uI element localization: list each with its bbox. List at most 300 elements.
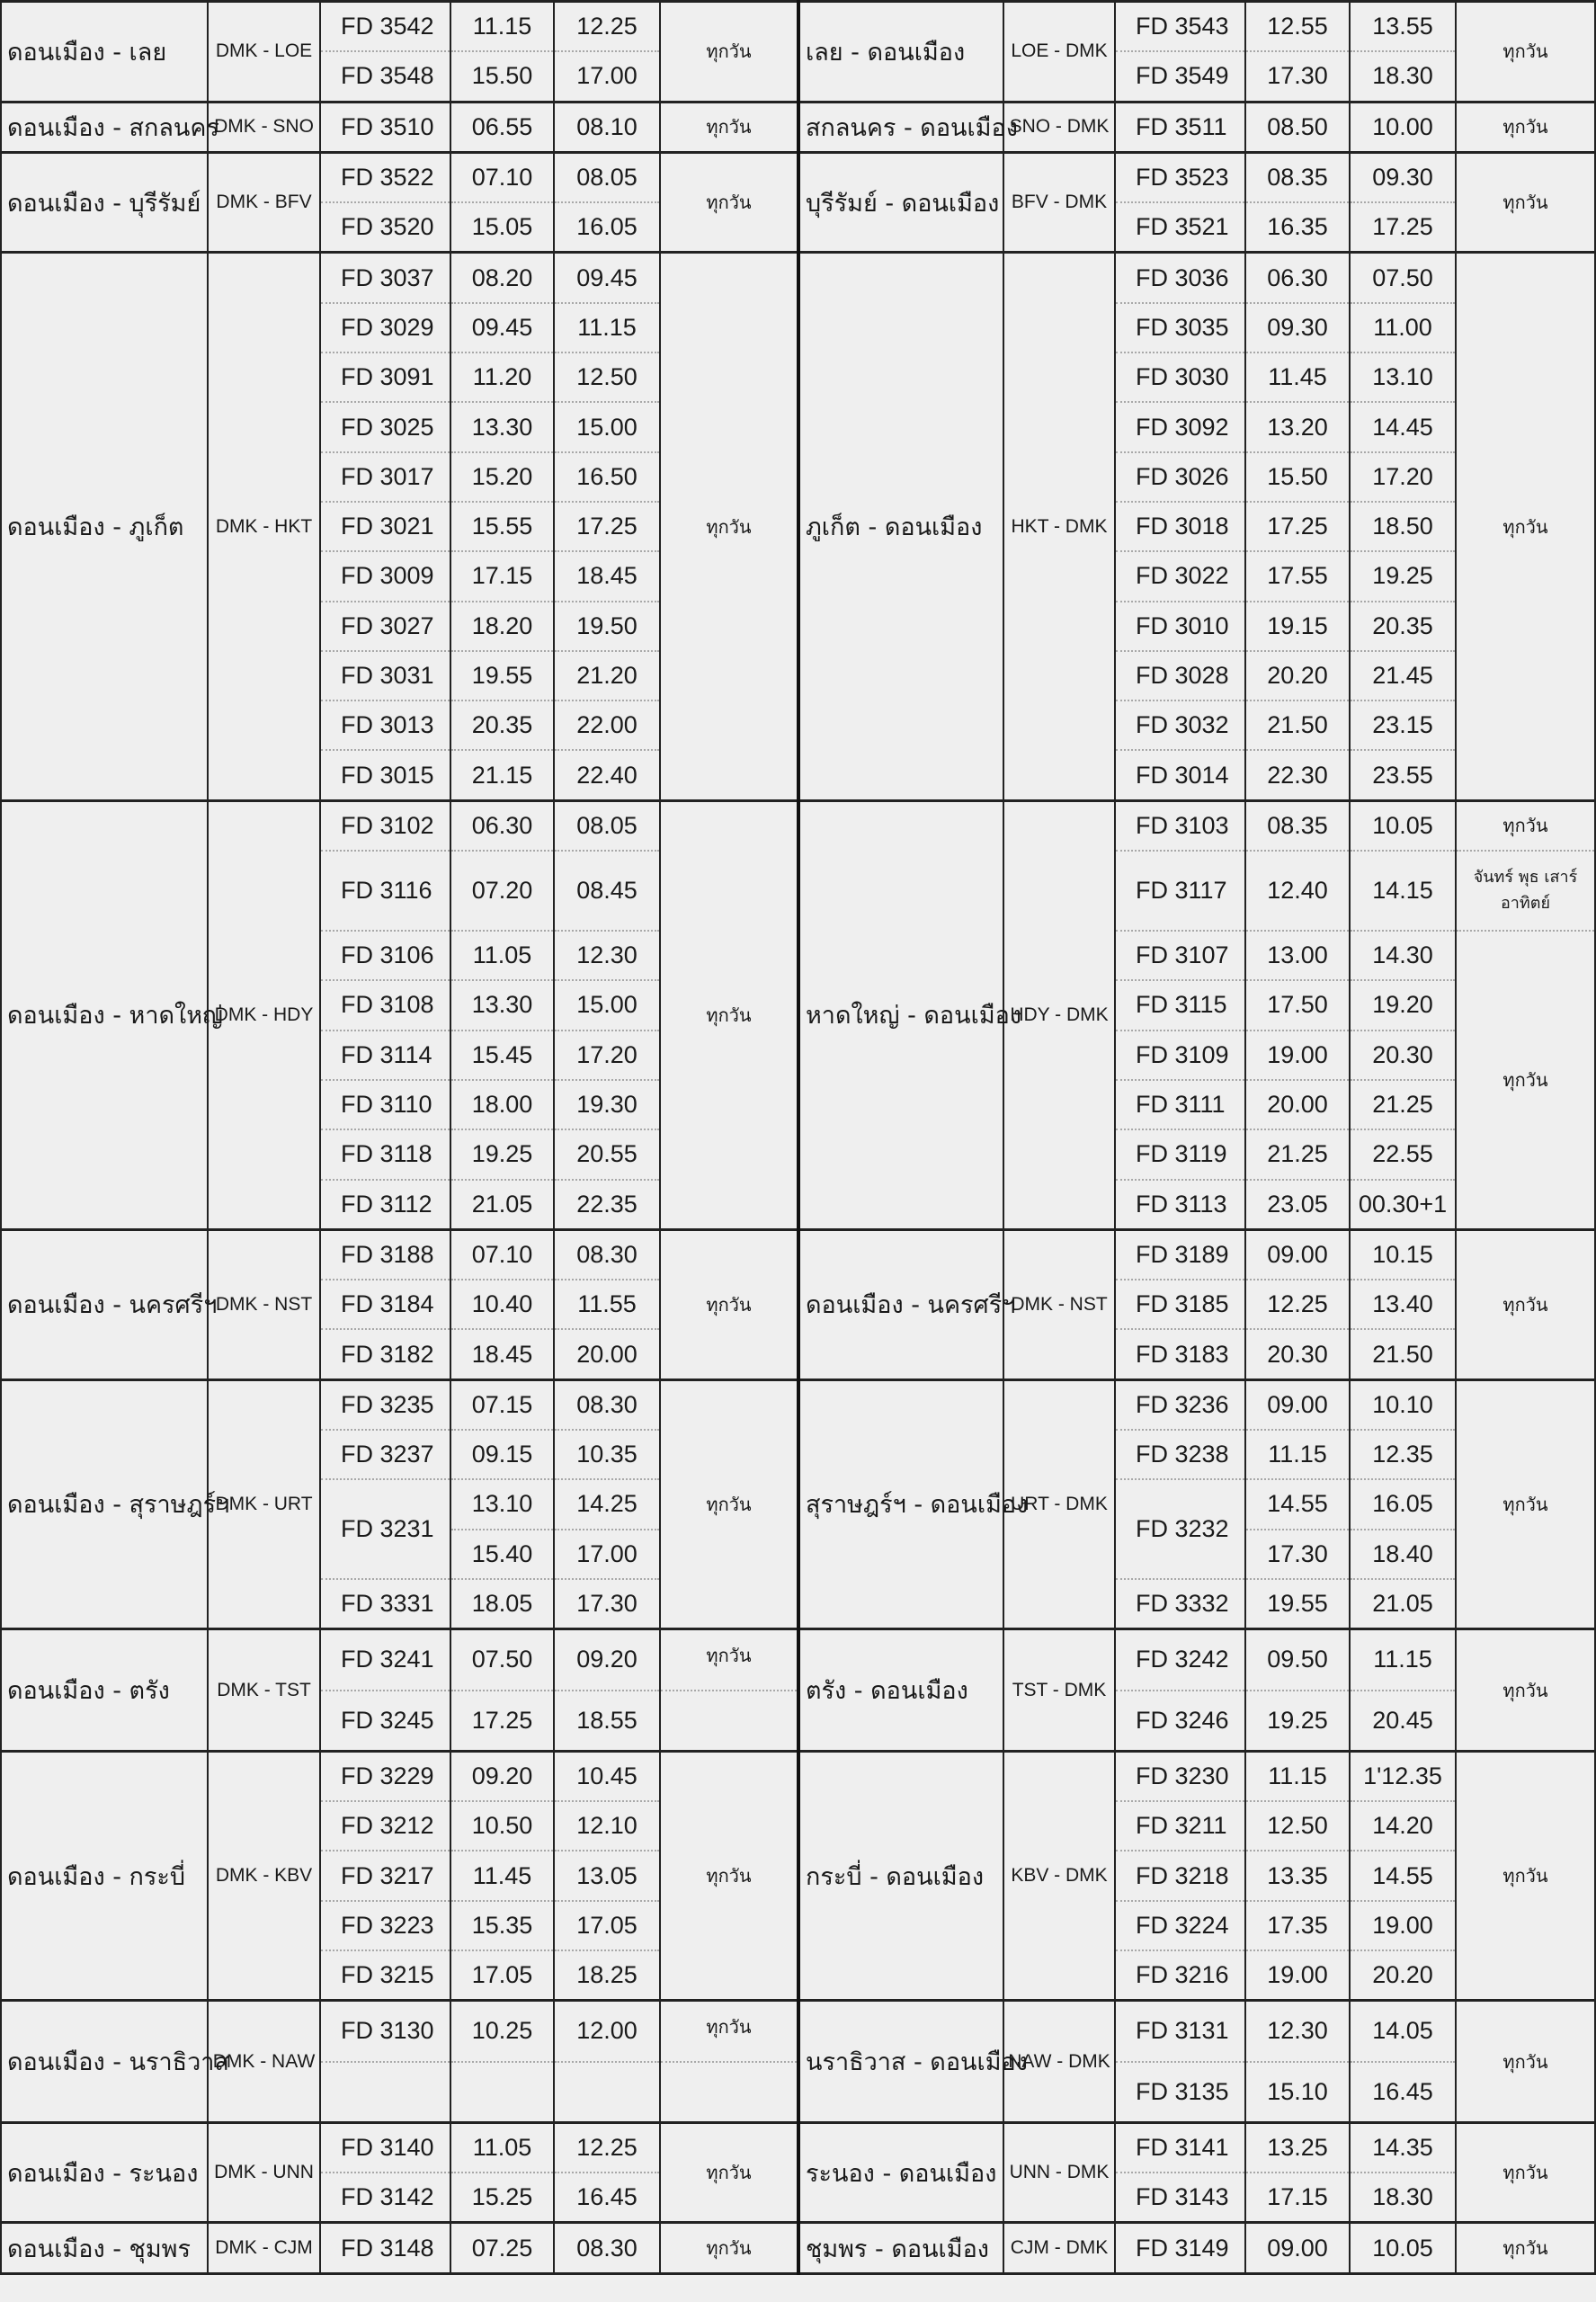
- outbound-flight-number: FD 3331: [320, 1579, 450, 1629]
- inbound-departure-time: 13.20: [1245, 402, 1350, 451]
- outbound-flight-number: FD 3031: [320, 651, 450, 700]
- outbound-route-code: DMK - BFV: [208, 152, 320, 253]
- inbound-departure-time: 17.50: [1245, 980, 1350, 1030]
- inbound-days: ทุกวัน: [1456, 253, 1595, 800]
- outbound-route: ดอนเมือง - บุรีรัมย์: [1, 152, 208, 253]
- outbound-arrival-time: 17.25: [554, 502, 660, 551]
- inbound-departure-time: 08.35: [1245, 800, 1350, 851]
- inbound-arrival-time: 13.10: [1350, 352, 1456, 402]
- outbound-departure-time: 19.25: [450, 1129, 554, 1179]
- inbound-route: ระนอง - ดอนเมือง: [798, 2122, 1003, 2223]
- inbound-route-code: NAW - DMK: [1003, 2001, 1115, 2123]
- outbound-arrival-time: 12.25: [554, 2122, 660, 2173]
- inbound-route-code: DMK - NST: [1003, 1229, 1115, 1379]
- inbound-departure-time: 23.05: [1245, 1180, 1350, 1230]
- outbound-arrival-time: 10.35: [554, 1430, 660, 1479]
- outbound-arrival-time: 21.20: [554, 651, 660, 700]
- outbound-days: [660, 2062, 798, 2123]
- outbound-flight-number: FD 3241: [320, 1629, 450, 1691]
- outbound-departure-time: 11.05: [450, 2122, 554, 2173]
- outbound-flight-number: FD 3116: [320, 851, 450, 931]
- inbound-route-code: CJM - DMK: [1003, 2223, 1115, 2273]
- outbound-arrival-time: 12.50: [554, 352, 660, 402]
- inbound-flight-number: FD 3119: [1115, 1129, 1245, 1179]
- inbound-flight-number: FD 3109: [1115, 1031, 1245, 1080]
- inbound-arrival-time: 19.20: [1350, 980, 1456, 1030]
- schedule-row: [1, 152, 1595, 202]
- inbound-arrival-time: 13.55: [1350, 2, 1456, 52]
- inbound-arrival-time: 14.30: [1350, 931, 1456, 980]
- outbound-days: ทุกวัน: [660, 1629, 798, 1691]
- inbound-departure-time: 09.00: [1245, 1379, 1350, 1430]
- inbound-arrival-time: 10.10: [1350, 1379, 1456, 1430]
- schedule-row: [1, 1751, 1595, 1801]
- outbound-days: ทุกวัน: [660, 2122, 798, 2223]
- inbound-route: ชุมพร - ดอนเมือง: [798, 2223, 1003, 2273]
- outbound-flight-number: FD 3188: [320, 1229, 450, 1280]
- outbound-route-code: DMK - SNO: [208, 102, 320, 152]
- outbound-flight-number: FD 3237: [320, 1430, 450, 1479]
- inbound-flight-number: FD 3113: [1115, 1180, 1245, 1230]
- outbound-flight-number: FD 3542: [320, 2, 450, 52]
- inbound-days: ทุกวัน: [1456, 1229, 1595, 1379]
- inbound-days: ทุกวัน: [1456, 2, 1595, 103]
- outbound-departure-time: 15.55: [450, 502, 554, 551]
- outbound-flight-number: FD 3182: [320, 1329, 450, 1379]
- inbound-flight-number: FD 3185: [1115, 1280, 1245, 1329]
- outbound-flight-number: FD 3025: [320, 402, 450, 451]
- schedule-row: [1, 1379, 1595, 1430]
- inbound-flight-number: FD 3523: [1115, 152, 1245, 202]
- inbound-arrival-time: 19.00: [1350, 1901, 1456, 1950]
- schedule-row: [1, 2122, 1595, 2173]
- outbound-arrival-time: 16.05: [554, 202, 660, 253]
- outbound-departure-time: 18.05: [450, 1579, 554, 1629]
- outbound-departure-time: 21.05: [450, 1180, 554, 1230]
- outbound-route: ดอนเมือง - สกลนคร: [1, 102, 208, 152]
- outbound-flight-number: FD 3013: [320, 700, 450, 750]
- outbound-flight-number: FD 3015: [320, 750, 450, 800]
- inbound-arrival-time: 11.15: [1350, 1629, 1456, 1691]
- outbound-arrival-time: 19.50: [554, 602, 660, 651]
- outbound-departure-time: 07.15: [450, 1379, 554, 1430]
- outbound-route-code: DMK - CJM: [208, 2223, 320, 2273]
- inbound-flight-number: FD 3010: [1115, 602, 1245, 651]
- inbound-arrival-time: 11.00: [1350, 303, 1456, 352]
- inbound-arrival-time: 14.45: [1350, 402, 1456, 451]
- outbound-days: ทุกวัน: [660, 2, 798, 103]
- inbound-flight-number: FD 3332: [1115, 1579, 1245, 1629]
- outbound-flight-number: FD 3110: [320, 1080, 450, 1129]
- outbound-days: ทุกวัน: [660, 102, 798, 152]
- inbound-departure-time: 15.10: [1245, 2062, 1350, 2123]
- inbound-departure-time: 19.00: [1245, 1950, 1350, 2001]
- outbound-flight-number: FD 3245: [320, 1691, 450, 1752]
- outbound-arrival-time: 08.30: [554, 2223, 660, 2273]
- inbound-days: ทุกวัน: [1456, 1751, 1595, 2000]
- inbound-route-code: HDY - DMK: [1003, 800, 1115, 1229]
- outbound-departure-time: [450, 2062, 554, 2123]
- inbound-arrival-time: 14.15: [1350, 851, 1456, 931]
- outbound-departure-time: 08.20: [450, 253, 554, 303]
- inbound-flight-number: FD 3107: [1115, 931, 1245, 980]
- outbound-arrival-time: 11.15: [554, 303, 660, 352]
- outbound-departure-time: 07.10: [450, 1229, 554, 1280]
- outbound-arrival-time: 17.30: [554, 1579, 660, 1629]
- outbound-departure-time: 10.40: [450, 1280, 554, 1329]
- inbound-route: ตรัง - ดอนเมือง: [798, 1629, 1003, 1752]
- inbound-flight-number: FD 3216: [1115, 1950, 1245, 2001]
- outbound-days: ทุกวัน: [660, 1751, 798, 2000]
- outbound-departure-time: 13.30: [450, 980, 554, 1030]
- outbound-departure-time: 06.30: [450, 800, 554, 851]
- inbound-arrival-time: 18.40: [1350, 1530, 1456, 1579]
- inbound-arrival-time: 16.45: [1350, 2062, 1456, 2123]
- outbound-arrival-time: 22.00: [554, 700, 660, 750]
- outbound-route-code: DMK - KBV: [208, 1751, 320, 2000]
- outbound-departure-time: 09.15: [450, 1430, 554, 1479]
- outbound-arrival-time: 16.50: [554, 452, 660, 502]
- inbound-flight-number: FD 3103: [1115, 800, 1245, 851]
- inbound-arrival-time: 20.45: [1350, 1691, 1456, 1752]
- inbound-flight-number: FD 3028: [1115, 651, 1245, 700]
- inbound-departure-time: 17.30: [1245, 1530, 1350, 1579]
- inbound-departure-time: 17.55: [1245, 551, 1350, 601]
- outbound-route: ดอนเมือง - สุราษฎร์ฯ: [1, 1379, 208, 1628]
- inbound-flight-number: FD 3183: [1115, 1329, 1245, 1379]
- inbound-arrival-time: 07.50: [1350, 253, 1456, 303]
- outbound-route: ดอนเมือง - ระนอง: [1, 2122, 208, 2223]
- inbound-route-code: HKT - DMK: [1003, 253, 1115, 800]
- outbound-arrival-time: 11.55: [554, 1280, 660, 1329]
- outbound-departure-time: 15.50: [450, 51, 554, 102]
- outbound-arrival-time: 13.05: [554, 1851, 660, 1900]
- inbound-departure-time: 11.45: [1245, 352, 1350, 402]
- inbound-departure-time: 09.00: [1245, 1229, 1350, 1280]
- outbound-arrival-time: 12.10: [554, 1801, 660, 1851]
- inbound-flight-number: FD 3242: [1115, 1629, 1245, 1691]
- inbound-flight-number: FD 3230: [1115, 1751, 1245, 1801]
- outbound-flight-number: FD 3108: [320, 980, 450, 1030]
- inbound-arrival-time: 18.30: [1350, 2173, 1456, 2223]
- inbound-flight-number: FD 3238: [1115, 1430, 1245, 1479]
- outbound-flight-number: FD 3037: [320, 253, 450, 303]
- outbound-days: [660, 1691, 798, 1752]
- inbound-flight-number: FD 3035: [1115, 303, 1245, 352]
- inbound-arrival-time: 17.25: [1350, 202, 1456, 253]
- outbound-route-code: DMK - URT: [208, 1379, 320, 1628]
- outbound-departure-time: 06.55: [450, 102, 554, 152]
- outbound-flight-number: FD 3118: [320, 1129, 450, 1179]
- outbound-flight-number: FD 3102: [320, 800, 450, 851]
- outbound-route-code: DMK - TST: [208, 1629, 320, 1752]
- outbound-days: ทุกวัน: [660, 1379, 798, 1628]
- inbound-arrival-time: 19.25: [1350, 551, 1456, 601]
- outbound-departure-time: 13.10: [450, 1479, 554, 1529]
- outbound-departure-time: 07.25: [450, 2223, 554, 2273]
- outbound-departure-time: 15.20: [450, 452, 554, 502]
- outbound-departure-time: 18.20: [450, 602, 554, 651]
- outbound-route: ดอนเมือง - กระบี่: [1, 1751, 208, 2000]
- inbound-route: สกลนคร - ดอนเมือง: [798, 102, 1003, 152]
- outbound-arrival-time: 15.00: [554, 402, 660, 451]
- inbound-flight-number: FD 3115: [1115, 980, 1245, 1030]
- outbound-departure-time: 09.45: [450, 303, 554, 352]
- inbound-departure-time: 21.50: [1245, 700, 1350, 750]
- outbound-arrival-time: [554, 2062, 660, 2123]
- outbound-flight-number: FD 3142: [320, 2173, 450, 2223]
- outbound-arrival-time: 22.40: [554, 750, 660, 800]
- inbound-flight-number: FD 3135: [1115, 2062, 1245, 2123]
- outbound-route: ดอนเมือง - นราธิวาส: [1, 2001, 208, 2123]
- outbound-flight-number: FD 3106: [320, 931, 450, 980]
- outbound-route: ดอนเมือง - ภูเก็ต: [1, 253, 208, 800]
- inbound-arrival-time: 23.55: [1350, 750, 1456, 800]
- inbound-flight-number: FD 3543: [1115, 2, 1245, 52]
- inbound-days: จันทร์ พุธ เสาร์ อาทิตย์: [1456, 851, 1595, 931]
- inbound-arrival-time: 20.35: [1350, 602, 1456, 651]
- outbound-arrival-time: 18.25: [554, 1950, 660, 2001]
- outbound-arrival-time: 10.45: [554, 1751, 660, 1801]
- inbound-route-code: LOE - DMK: [1003, 2, 1115, 103]
- outbound-route-code: DMK - LOE: [208, 2, 320, 103]
- inbound-arrival-time: 21.25: [1350, 1080, 1456, 1129]
- outbound-flight-number: FD 3215: [320, 1950, 450, 2001]
- inbound-flight-number: FD 3117: [1115, 851, 1245, 931]
- outbound-departure-time: 07.20: [450, 851, 554, 931]
- outbound-arrival-time: 08.30: [554, 1379, 660, 1430]
- inbound-arrival-time: 10.15: [1350, 1229, 1456, 1280]
- schedule-row: [1, 2001, 1595, 2062]
- outbound-departure-time: 21.15: [450, 750, 554, 800]
- inbound-departure-time: 17.30: [1245, 51, 1350, 102]
- outbound-flight-number: FD 3231: [320, 1479, 450, 1579]
- schedule-row: [1, 800, 1595, 851]
- inbound-departure-time: 12.50: [1245, 1801, 1350, 1851]
- inbound-arrival-time: 13.40: [1350, 1280, 1456, 1329]
- inbound-flight-number: FD 3036: [1115, 253, 1245, 303]
- inbound-route: เลย - ดอนเมือง: [798, 2, 1003, 103]
- inbound-departure-time: 14.55: [1245, 1479, 1350, 1529]
- inbound-departure-time: 19.15: [1245, 602, 1350, 651]
- inbound-departure-time: 12.40: [1245, 851, 1350, 931]
- outbound-arrival-time: 15.00: [554, 980, 660, 1030]
- inbound-route-code: BFV - DMK: [1003, 152, 1115, 253]
- outbound-flight-number: FD 3520: [320, 202, 450, 253]
- outbound-flight-number: FD 3112: [320, 1180, 450, 1230]
- outbound-arrival-time: 20.55: [554, 1129, 660, 1179]
- outbound-flight-number: FD 3148: [320, 2223, 450, 2273]
- inbound-route: บุรีรัมย์ - ดอนเมือง: [798, 152, 1003, 253]
- inbound-departure-time: 11.15: [1245, 1751, 1350, 1801]
- outbound-flight-number: FD 3027: [320, 602, 450, 651]
- outbound-arrival-time: 19.30: [554, 1080, 660, 1129]
- inbound-route: นราธิวาส - ดอนเมือง: [798, 2001, 1003, 2123]
- outbound-arrival-time: 08.45: [554, 851, 660, 931]
- inbound-arrival-time: 10.05: [1350, 2223, 1456, 2273]
- inbound-route: ดอนเมือง - นครศรีฯ: [798, 1229, 1003, 1379]
- inbound-departure-time: 09.30: [1245, 303, 1350, 352]
- inbound-departure-time: 20.00: [1245, 1080, 1350, 1129]
- inbound-flight-number: FD 3131: [1115, 2001, 1245, 2062]
- schedule-row: [1, 2223, 1595, 2273]
- inbound-flight-number: FD 3014: [1115, 750, 1245, 800]
- outbound-flight-number: FD 3029: [320, 303, 450, 352]
- outbound-arrival-time: 08.30: [554, 1229, 660, 1280]
- schedule-row: [1, 1629, 1595, 1691]
- outbound-arrival-time: 22.35: [554, 1180, 660, 1230]
- outbound-flight-number: FD 3229: [320, 1751, 450, 1801]
- inbound-departure-time: 13.35: [1245, 1851, 1350, 1900]
- inbound-arrival-time: 23.15: [1350, 700, 1456, 750]
- outbound-departure-time: 10.25: [450, 2001, 554, 2062]
- inbound-route: สุราษฎร์ฯ - ดอนเมือง: [798, 1379, 1003, 1628]
- inbound-route-code: KBV - DMK: [1003, 1751, 1115, 2000]
- outbound-arrival-time: 08.10: [554, 102, 660, 152]
- inbound-flight-number: FD 3232: [1115, 1479, 1245, 1579]
- outbound-arrival-time: 17.00: [554, 51, 660, 102]
- outbound-flight-number: FD 3510: [320, 102, 450, 152]
- inbound-flight-number: FD 3018: [1115, 502, 1245, 551]
- inbound-flight-number: FD 3149: [1115, 2223, 1245, 2273]
- outbound-flight-number: FD 3009: [320, 551, 450, 601]
- outbound-departure-time: 19.55: [450, 651, 554, 700]
- outbound-arrival-time: 12.25: [554, 2, 660, 52]
- schedule-body: [1, 2, 1595, 2274]
- inbound-arrival-time: 20.20: [1350, 1950, 1456, 2001]
- inbound-route: ภูเก็ต - ดอนเมือง: [798, 253, 1003, 800]
- inbound-departure-time: 20.20: [1245, 651, 1350, 700]
- outbound-route-code: DMK - NAW: [208, 2001, 320, 2123]
- inbound-arrival-time: 09.30: [1350, 152, 1456, 202]
- outbound-arrival-time: 09.20: [554, 1629, 660, 1691]
- inbound-flight-number: FD 3511: [1115, 102, 1245, 152]
- inbound-departure-time: 08.50: [1245, 102, 1350, 152]
- inbound-days: ทุกวัน: [1456, 2223, 1595, 2273]
- outbound-departure-time: 20.35: [450, 700, 554, 750]
- outbound-arrival-time: 17.05: [554, 1901, 660, 1950]
- outbound-arrival-time: 17.00: [554, 1530, 660, 1579]
- outbound-route-code: DMK - NST: [208, 1229, 320, 1379]
- outbound-departure-time: 17.15: [450, 551, 554, 601]
- inbound-departure-time: 17.25: [1245, 502, 1350, 551]
- inbound-departure-time: 19.55: [1245, 1579, 1350, 1629]
- inbound-arrival-time: 21.50: [1350, 1329, 1456, 1379]
- inbound-arrival-time: 10.05: [1350, 800, 1456, 851]
- outbound-departure-time: 13.30: [450, 402, 554, 451]
- outbound-arrival-time: 16.45: [554, 2173, 660, 2223]
- outbound-route: ดอนเมือง - หาดใหญ่: [1, 800, 208, 1229]
- outbound-departure-time: 15.25: [450, 2173, 554, 2223]
- inbound-departure-time: 06.30: [1245, 253, 1350, 303]
- outbound-flight-number: FD 3091: [320, 352, 450, 402]
- outbound-departure-time: 11.05: [450, 931, 554, 980]
- outbound-arrival-time: 18.45: [554, 551, 660, 601]
- outbound-flight-number: FD 3130: [320, 2001, 450, 2062]
- inbound-departure-time: 09.50: [1245, 1629, 1350, 1691]
- inbound-arrival-time: 16.05: [1350, 1479, 1456, 1529]
- inbound-departure-time: 12.55: [1245, 2, 1350, 52]
- outbound-flight-number: FD 3017: [320, 452, 450, 502]
- outbound-departure-time: 07.50: [450, 1629, 554, 1691]
- inbound-flight-number: FD 3111: [1115, 1080, 1245, 1129]
- inbound-arrival-time: 14.35: [1350, 2122, 1456, 2173]
- outbound-arrival-time: 12.30: [554, 931, 660, 980]
- inbound-route-code: TST - DMK: [1003, 1629, 1115, 1752]
- outbound-departure-time: 17.05: [450, 1950, 554, 2001]
- inbound-route-code: URT - DMK: [1003, 1379, 1115, 1628]
- inbound-days: ทุกวัน: [1456, 1629, 1595, 1752]
- inbound-flight-number: FD 3026: [1115, 452, 1245, 502]
- inbound-arrival-time: 20.30: [1350, 1031, 1456, 1080]
- outbound-flight-number: FD 3235: [320, 1379, 450, 1430]
- inbound-flight-number: FD 3092: [1115, 402, 1245, 451]
- inbound-departure-time: 21.25: [1245, 1129, 1350, 1179]
- inbound-flight-number: FD 3224: [1115, 1901, 1245, 1950]
- inbound-departure-time: 17.15: [1245, 2173, 1350, 2223]
- inbound-flight-number: FD 3030: [1115, 352, 1245, 402]
- inbound-flight-number: FD 3246: [1115, 1691, 1245, 1752]
- inbound-departure-time: 16.35: [1245, 202, 1350, 253]
- inbound-arrival-time: 21.45: [1350, 651, 1456, 700]
- inbound-flight-number: FD 3549: [1115, 51, 1245, 102]
- inbound-days: ทุกวัน: [1456, 2001, 1595, 2123]
- outbound-departure-time: 11.45: [450, 1851, 554, 1900]
- inbound-departure-time: 08.35: [1245, 152, 1350, 202]
- inbound-flight-number: FD 3218: [1115, 1851, 1245, 1900]
- inbound-arrival-time: 10.00: [1350, 102, 1456, 152]
- inbound-arrival-time: 17.20: [1350, 452, 1456, 502]
- inbound-departure-time: 19.25: [1245, 1691, 1350, 1752]
- outbound-flight-number: FD 3212: [320, 1801, 450, 1851]
- inbound-arrival-time: 1'12.35: [1350, 1751, 1456, 1801]
- outbound-flight-number: [320, 2062, 450, 2123]
- inbound-departure-time: 13.00: [1245, 931, 1350, 980]
- inbound-arrival-time: 21.05: [1350, 1579, 1456, 1629]
- outbound-departure-time: 18.00: [450, 1080, 554, 1129]
- outbound-route: ดอนเมือง - เลย: [1, 2, 208, 103]
- inbound-flight-number: FD 3143: [1115, 2173, 1245, 2223]
- outbound-arrival-time: 14.25: [554, 1479, 660, 1529]
- outbound-arrival-time: 20.00: [554, 1329, 660, 1379]
- outbound-flight-number: FD 3217: [320, 1851, 450, 1900]
- outbound-departure-time: 15.05: [450, 202, 554, 253]
- outbound-departure-time: 15.45: [450, 1031, 554, 1080]
- inbound-flight-number: FD 3521: [1115, 202, 1245, 253]
- outbound-flight-number: FD 3021: [320, 502, 450, 551]
- outbound-departure-time: 17.25: [450, 1691, 554, 1752]
- outbound-route: ดอนเมือง - ชุมพร: [1, 2223, 208, 2273]
- outbound-arrival-time: 08.05: [554, 800, 660, 851]
- schedule-row: [1, 253, 1595, 303]
- outbound-departure-time: 10.50: [450, 1801, 554, 1851]
- outbound-arrival-time: 08.05: [554, 152, 660, 202]
- outbound-flight-number: FD 3548: [320, 51, 450, 102]
- inbound-departure-time: 11.15: [1245, 1430, 1350, 1479]
- outbound-days: ทุกวัน: [660, 2001, 798, 2062]
- inbound-departure-time: 13.25: [1245, 2122, 1350, 2173]
- outbound-departure-time: 11.15: [450, 2, 554, 52]
- outbound-days: ทุกวัน: [660, 253, 798, 800]
- outbound-departure-time: 09.20: [450, 1751, 554, 1801]
- outbound-departure-time: 15.35: [450, 1901, 554, 1950]
- inbound-days: ทุกวัน: [1456, 102, 1595, 152]
- inbound-arrival-time: 12.35: [1350, 1430, 1456, 1479]
- outbound-route-code: DMK - UNN: [208, 2122, 320, 2223]
- inbound-flight-number: FD 3189: [1115, 1229, 1245, 1280]
- outbound-days: ทุกวัน: [660, 2223, 798, 2273]
- outbound-days: ทุกวัน: [660, 1229, 798, 1379]
